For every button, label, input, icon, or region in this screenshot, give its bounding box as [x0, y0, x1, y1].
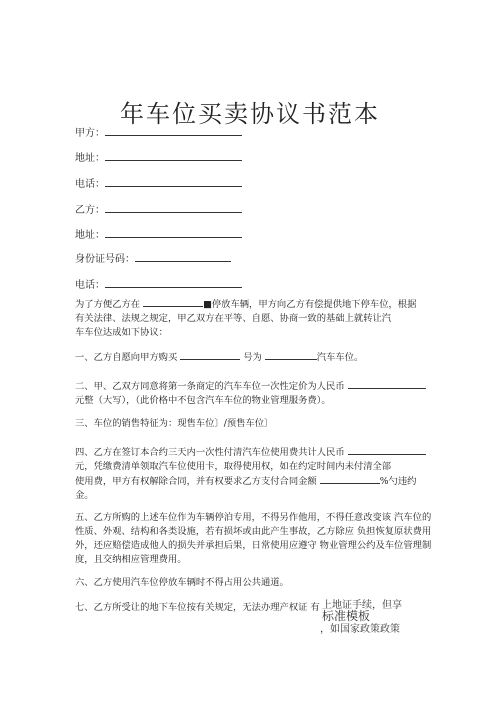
penalty-blank[interactable]	[320, 474, 380, 484]
party-a-label: 甲方：	[75, 128, 105, 139]
clause7-text: 七、乙方所受让的地下车位按有关规定，无法办理产权证 有	[75, 602, 320, 613]
clause5-line3: 外，还应赔偿造成他人的损失并承担后果，日常使用应遵守 物业管理公约及车位管理制	[75, 540, 432, 551]
intro-paragraph	[75, 297, 435, 340]
clause4-line1: 四、乙方在签订本合约三天内一次性付清汽车位使用费共计人民币	[75, 447, 345, 458]
phone-a-label: 电话：	[75, 179, 105, 190]
intro-line3: 车车位达成如下协议：	[75, 327, 168, 338]
clause-6	[75, 576, 435, 590]
clause-5	[75, 511, 435, 567]
clause5-line1: 五、乙方所购的上述车位作为车辆停泊专用，不得另作他用，不得任意改变该 汽车位的	[75, 512, 432, 523]
clause2-line2: 元整（大写），（此价格中不包含汽车车位的物业管理服务费）。	[75, 395, 331, 406]
price-blank[interactable]	[348, 379, 426, 389]
area-blank[interactable]	[180, 350, 240, 360]
intro-line1-b: ■停放车辆，甲方向乙方有偿提供地下停车位，根据	[203, 299, 417, 310]
overlay-text-line3: ，如国家政策政策	[320, 624, 400, 635]
address-a-blank[interactable]	[105, 150, 242, 161]
clause5-line2: 性质、外观、结构和各类设施，若有损坏或由此产生事故，乙方除应 负担恢复原状费用	[75, 526, 432, 537]
party-b-field	[75, 201, 242, 216]
clause1-a: 一、乙方自愿向甲方购买	[75, 352, 178, 363]
phone-b-blank[interactable]	[105, 277, 242, 288]
clause3-text: 三、车位的销售特征为：现售车位〕/预售车位〕	[75, 418, 274, 429]
intro-line1-a: 为了方便乙方在	[75, 299, 141, 310]
address-a-field	[75, 149, 242, 164]
clause6-text: 六、乙方使用汽车位停放车辆时不得占用公共通道。	[75, 577, 289, 588]
address-a-label: 地址：	[75, 153, 105, 164]
clause4-line2: 元，凭缴费清单领取汽车位使用卡，取得使用权，如在约定时间内未付清全部	[75, 461, 392, 472]
id-number-field	[75, 250, 231, 265]
clause4-line3-a: 使用费，甲方有权解除合同，并有权要求乙方支付合同金额	[75, 476, 317, 487]
clause1-c: 汽车车位。	[316, 352, 364, 363]
spot-number-blank[interactable]	[265, 350, 317, 360]
template-watermark: 标准模板	[322, 609, 371, 623]
clause-4	[75, 445, 435, 503]
phone-a-field	[75, 175, 242, 190]
intro-line2: 有关法律、法规之规定，甲乙双方在平等、自愿、协商一致的基础上就转让汽	[75, 313, 392, 324]
clause-2	[75, 379, 435, 408]
address-b-label: 地址：	[75, 230, 105, 241]
party-a-field	[75, 124, 242, 139]
clause4-line4: 金。	[75, 490, 94, 501]
overlay-text-line1: 上地证手续，但享	[322, 600, 402, 611]
clause2-line1: 二、甲、乙双方同意将第一条商定的汽车车位一次性定价为人民币	[75, 381, 345, 392]
party-b-label: 乙方：	[75, 205, 105, 216]
clause-3	[75, 417, 435, 431]
phone-a-blank[interactable]	[105, 176, 242, 187]
fee-blank[interactable]	[348, 445, 426, 455]
location-blank[interactable]	[143, 297, 203, 307]
phone-b-label: 电话：	[75, 280, 105, 291]
document-title: 年车位买卖协议书范本	[120, 100, 380, 129]
clause1-b: 号为	[243, 352, 262, 363]
id-number-blank[interactable]	[135, 251, 231, 262]
phone-b-field	[75, 276, 242, 291]
clause-1	[75, 350, 435, 365]
id-number-label: 身份证号码：	[75, 254, 135, 265]
party-a-blank[interactable]	[105, 125, 242, 136]
party-b-blank[interactable]	[105, 202, 242, 213]
address-b-blank[interactable]	[105, 227, 242, 238]
clause5-line4: 度，且交纳相应管理费用。	[75, 554, 187, 565]
address-b-field	[75, 226, 242, 241]
clause4-line3-b: %勺违约	[379, 476, 417, 487]
